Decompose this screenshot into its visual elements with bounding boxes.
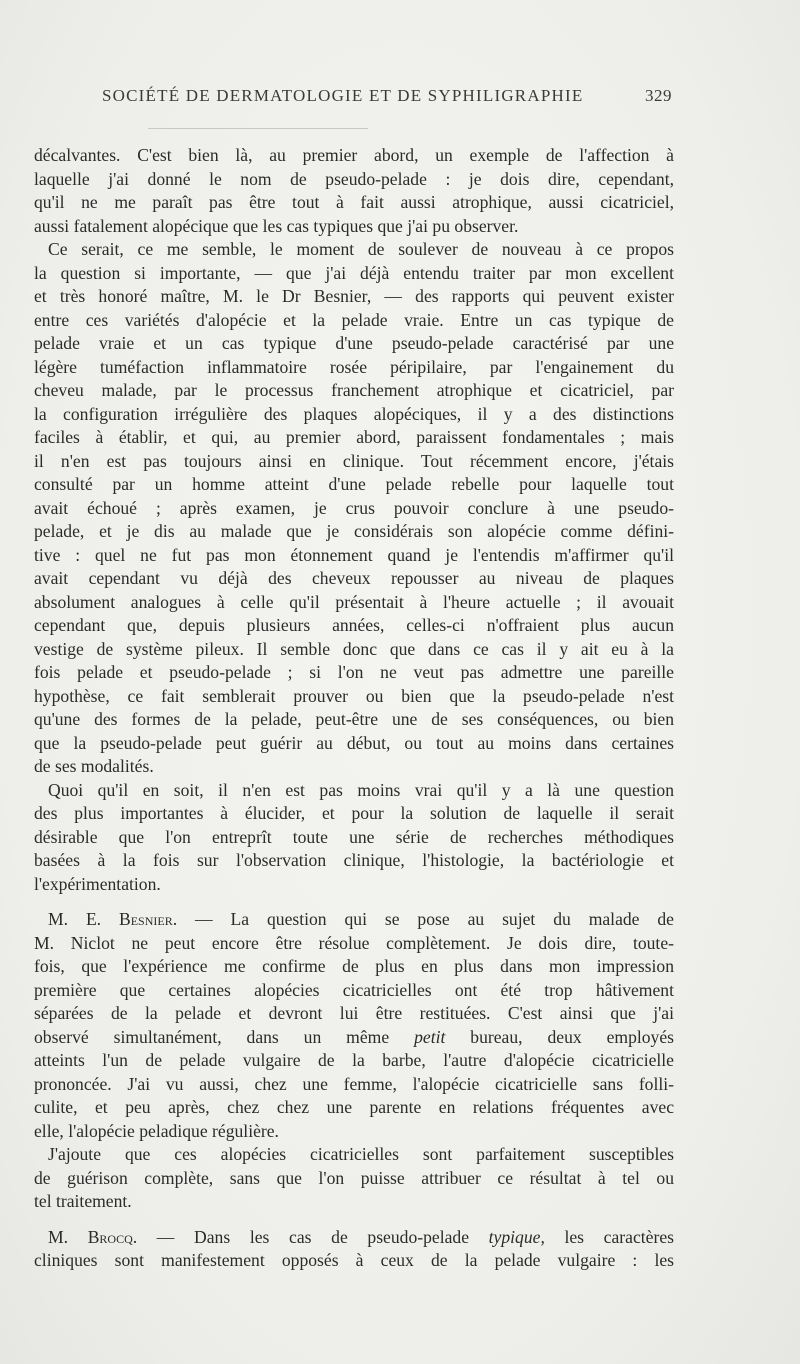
text-line: laquelle j'ai donné le nom de pseudo-pelade : je dois dire, cependant, bbox=[34, 168, 674, 189]
text-line: atteints l'un de pelade vulgaire de la barbe, l'autre d'alopécie cicatricielle bbox=[34, 1050, 674, 1070]
speaker-line-rest: . — La question qui se pose au sujet du malade de bbox=[172, 909, 674, 929]
paragraph-1 bbox=[34, 144, 674, 238]
text-line: hypothèse, ce fait semblerait prouver ou bien que la pseudo-pelade n'est bbox=[34, 685, 674, 706]
text-segment: observé simultanément, dans un même bbox=[34, 1026, 415, 1047]
text-line: la question si importante, — que j'ai déjà entendu traiter par mon excellent bbox=[34, 262, 674, 283]
text-line: avait échoué ; après examen, je crus pouvoir conclure à une pseudo- bbox=[34, 497, 674, 518]
text-line: basées à la fois sur l'observation clinique, l'histologie, la bactériologie et bbox=[34, 850, 674, 870]
text-line: fois pelade et pseudo-pelade ; si l'on ne veut pas admettre une pareille bbox=[34, 662, 674, 682]
text-line: cheveu malade, par le processus franchement atrophique et cicatriciel, par bbox=[34, 380, 674, 400]
text-segment: bureau, deux employés bbox=[445, 1026, 674, 1047]
text-line: de guérison complète, sans que l'on puisse attribuer ce résultat à tel ou bbox=[34, 1167, 674, 1188]
text-line: absolument analogues à celle qu'il présentait à l'heure actuelle ; il avouait bbox=[34, 591, 674, 612]
speaker-line bbox=[34, 908, 674, 932]
text-line: la configuration irrégulière des plaques alopéciques, il y a des distinctions bbox=[34, 403, 674, 424]
text-line: l'expérimentation. bbox=[34, 873, 161, 894]
running-title: SOCIÉTÉ DE DERMATOLOGIE ET DE SYPHILIGRAPHIE bbox=[102, 86, 584, 105]
text-line bbox=[34, 1026, 674, 1050]
paragraph-2 bbox=[34, 238, 674, 779]
speaker-name: Brocq bbox=[87, 1226, 133, 1247]
besnier-intervention bbox=[34, 908, 674, 1214]
text-line: légère tuméfaction inflammatoire rosée péripilaire, par l'engainement du bbox=[34, 356, 674, 377]
text-line: elle, l'alopécie peladique régulière. bbox=[34, 1120, 279, 1141]
text-line: prononcée. J'ai vu aussi, chez une femme, l'alopécie cicatricielle sans folli- bbox=[34, 1073, 674, 1094]
speaker-line bbox=[34, 1226, 674, 1250]
paragraph-gap bbox=[34, 896, 674, 908]
text-segment: les caractères bbox=[544, 1226, 674, 1247]
italic-word: petit bbox=[414, 1026, 446, 1047]
text-line: qu'une des formes de la pelade, peut-être une de ses conséquences, ou bien bbox=[34, 709, 674, 729]
text-line: qu'il ne me paraît pas être tout à fait aussi atrophique, aussi cicatriciel, bbox=[34, 192, 674, 212]
text-line: consulté par un homme atteint d'une pelade rebelle pour laquelle tout bbox=[34, 474, 674, 494]
text-line: vestige de système pileux. Il semble donc que dans ce cas il y ait eu à la bbox=[34, 638, 674, 659]
text-line: culite, et peu après, chez chez une parente en relations fréquentes avec bbox=[34, 1097, 674, 1117]
speaker-prefix: M. bbox=[48, 1226, 88, 1247]
text-line: désirable que l'on entreprît toute une série de recherches méthodiques bbox=[34, 826, 674, 847]
text-line: cependant que, depuis plusieurs années, celles-ci n'offraient plus aucun bbox=[34, 615, 674, 635]
text-line: pelade vraie et un cas typique d'une pseudo-pelade caractérisé par une bbox=[34, 333, 674, 353]
text-line: des plus importantes à élucider, et pour la solution de laquelle il serait bbox=[34, 803, 674, 823]
paragraph-3 bbox=[34, 779, 674, 897]
text-line: pelade, et je dis au malade que je considérais son alopécie comme défini- bbox=[34, 521, 674, 541]
text-line: faciles à établir, et qui, au premier abord, paraissent fondamentales ; mais bbox=[34, 427, 674, 447]
text-line: séparées de la pelade et devront lui être restituées. C'est ainsi que j'ai bbox=[34, 1003, 674, 1023]
text-line: fois, que l'expérience me confirme de plus en plus dans mon impression bbox=[34, 956, 674, 976]
text-line: Quoi qu'il en soit, il n'en est pas moins vrai qu'il y a là une question bbox=[48, 779, 674, 800]
speaker-prefix: M. E. bbox=[48, 909, 119, 929]
text-line: M. Niclot ne peut encore être résolue complètement. Je dois dire, toute- bbox=[34, 932, 674, 953]
text-line: de ses modalités. bbox=[34, 756, 154, 776]
text-line: aussi fatalement alopécique que les cas typiques que j'ai pu observer. bbox=[34, 215, 519, 236]
text-segment: . — Dans les cas de pseudo-pelade bbox=[132, 1226, 489, 1247]
text-line: Ce serait, ce me semble, le moment de soulever de nouveau à ce propos bbox=[48, 239, 674, 259]
text-line: que la pseudo-pelade peut guérir au début, ou tout au moins dans certaines bbox=[34, 732, 674, 753]
paragraph-gap bbox=[34, 1214, 674, 1226]
text-line: il n'en est pas toujours ainsi en clinique. Tout récemment encore, j'étais bbox=[34, 450, 674, 471]
text-line: tive : quel ne fut pas mon étonnement quand je l'entendis m'affirmer qu'il bbox=[34, 544, 674, 565]
brocq-intervention bbox=[34, 1226, 674, 1273]
text-line: tel traitement. bbox=[34, 1191, 132, 1211]
text-line: et très honoré maître, M. le Dr Besnier, — des rapports qui peuvent exister bbox=[34, 286, 674, 306]
text-body bbox=[34, 144, 674, 1273]
header-rule bbox=[148, 128, 368, 129]
text-line: cliniques sont manifestement opposés à ceux de la pelade vulgaire : les bbox=[34, 1250, 674, 1270]
text-line: avait cependant vu déjà des cheveux repousser au niveau de plaques bbox=[34, 568, 674, 588]
italic-word: typique, bbox=[488, 1226, 545, 1247]
text-line: entre ces variétés d'alopécie et la pelade vraie. Entre un cas typique de bbox=[34, 309, 674, 330]
text-line: J'ajoute que ces alopécies cicatricielles sont parfaitement susceptibles bbox=[48, 1144, 674, 1164]
text-line: première que certaines alopécies cicatricielles ont été trop hâtivement bbox=[34, 979, 674, 1000]
page-number: 329 bbox=[645, 86, 672, 105]
text-line: décalvantes. C'est bien là, au premier abord, un exemple de l'affection à bbox=[34, 145, 674, 165]
speaker-name: Besnier bbox=[118, 909, 173, 929]
running-header bbox=[102, 86, 672, 116]
